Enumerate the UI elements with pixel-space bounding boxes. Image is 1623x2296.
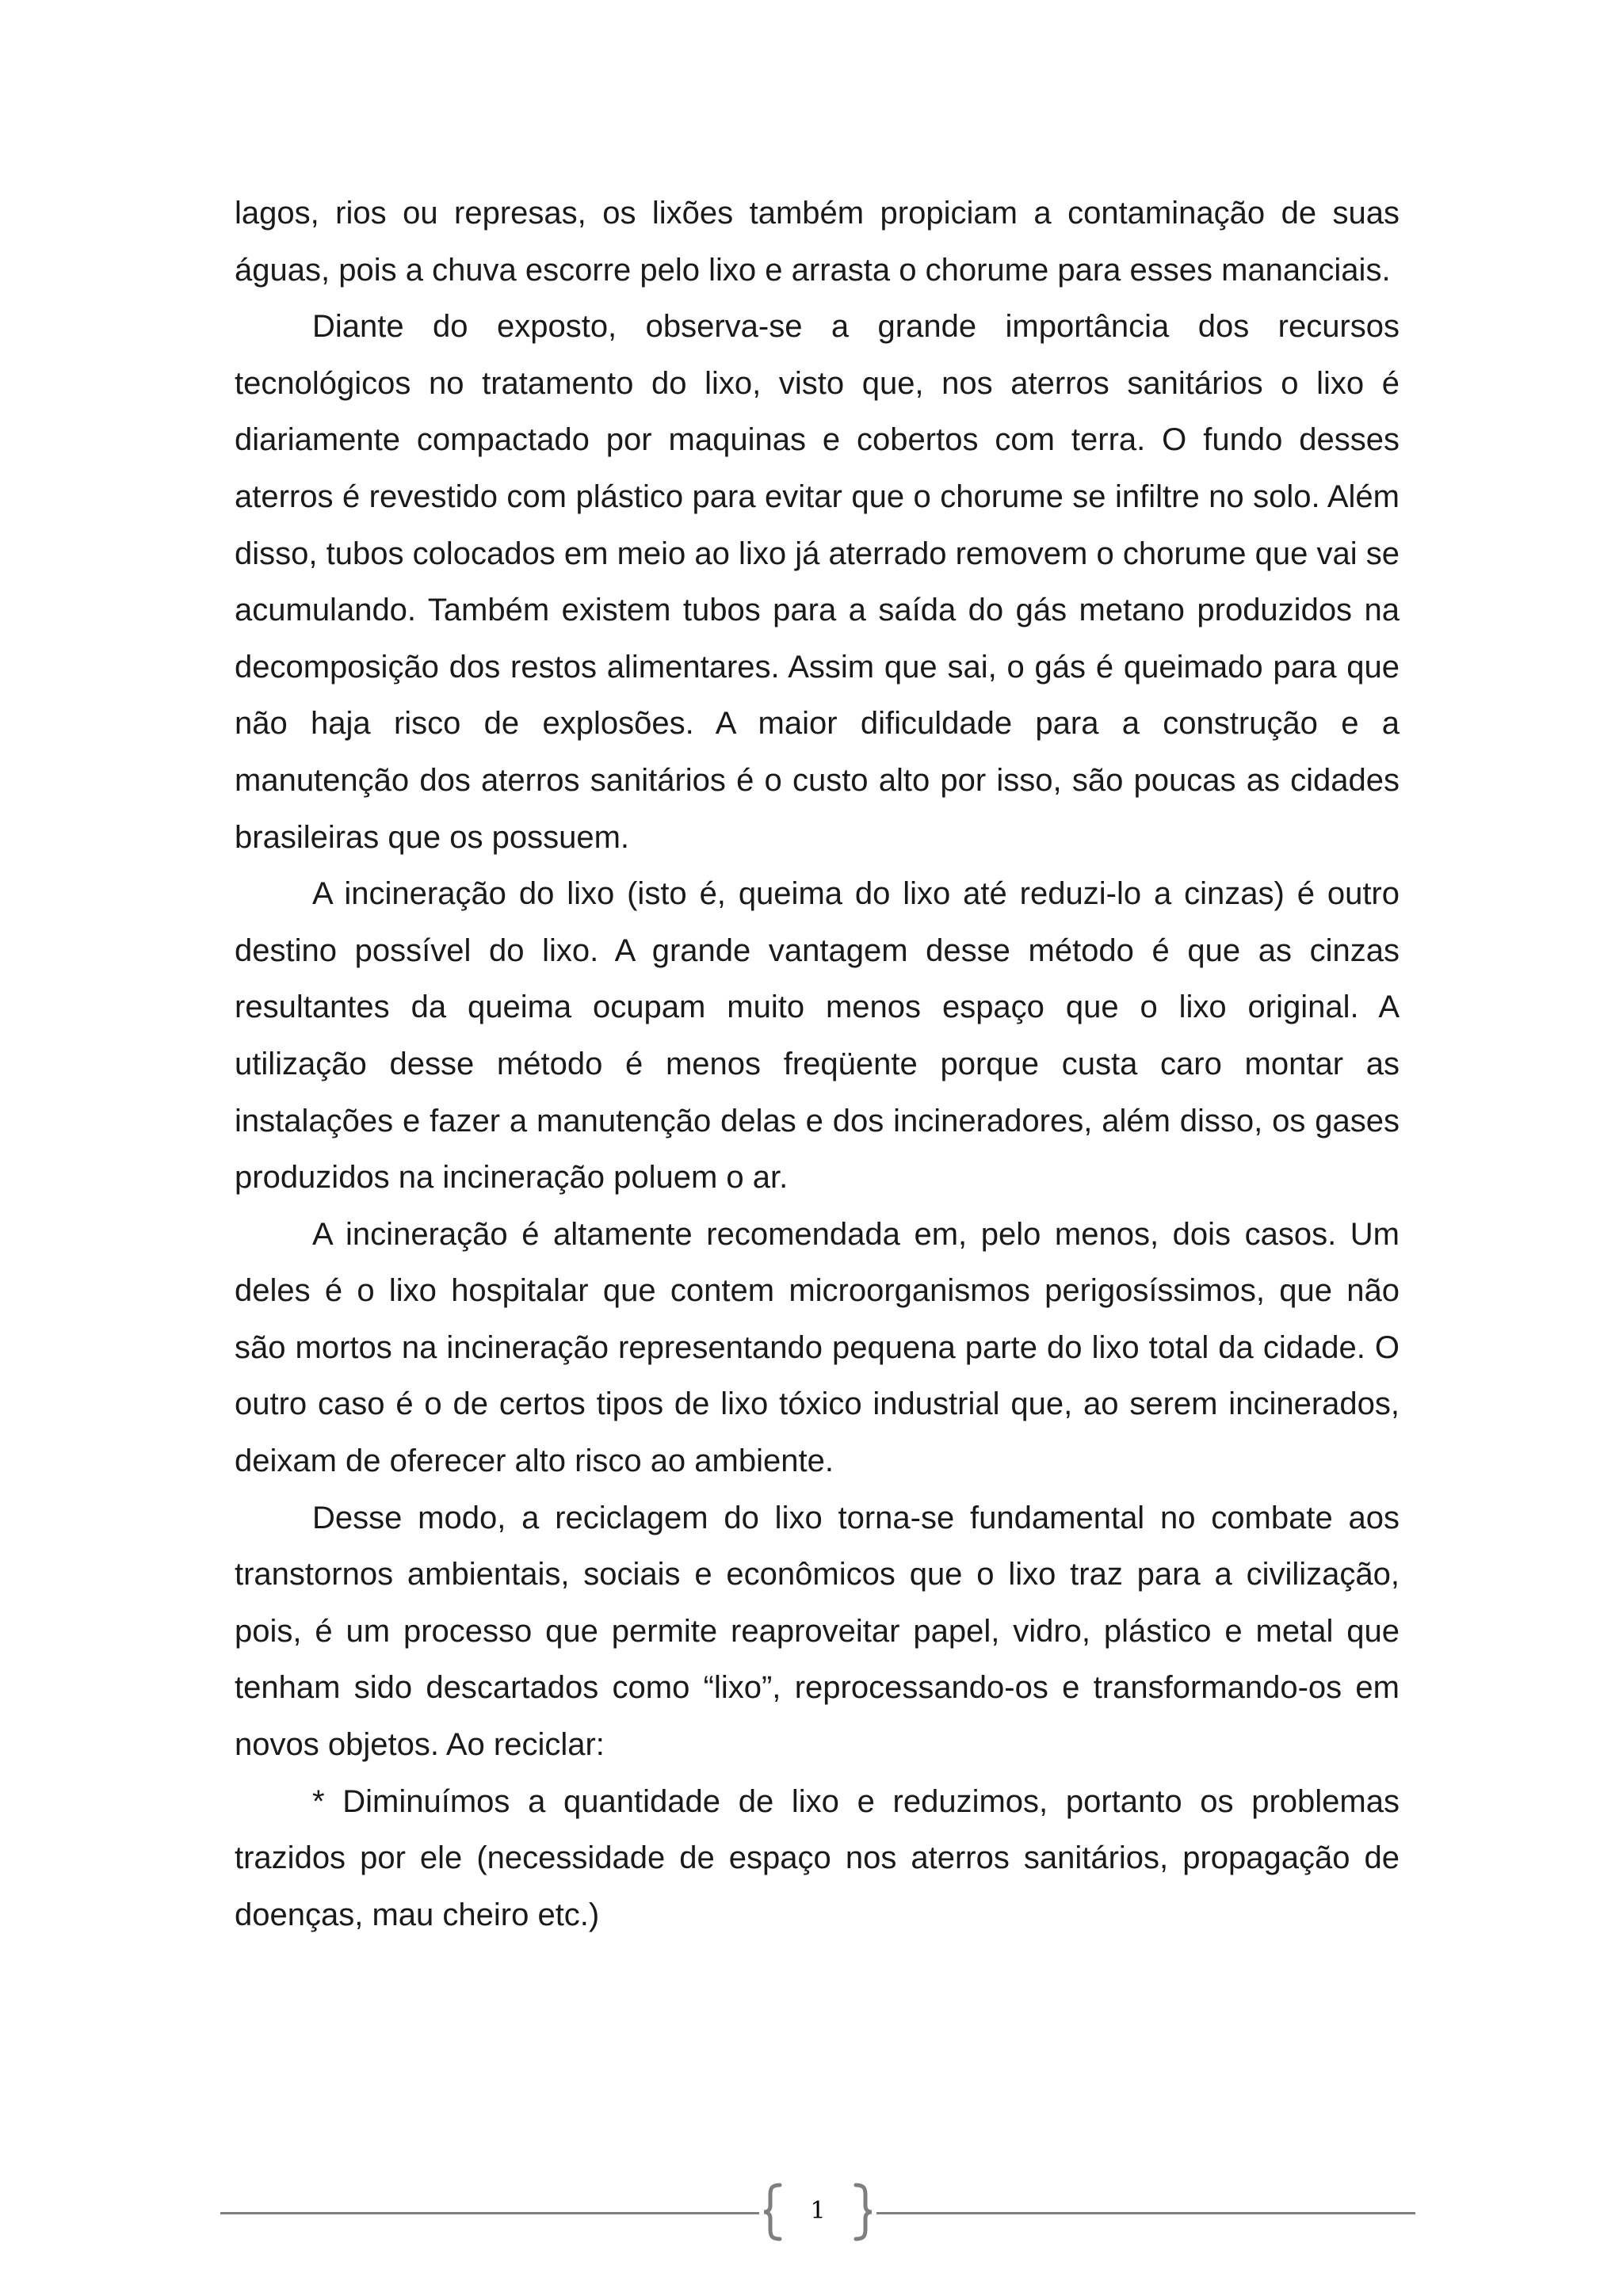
paragraph-bullet: * Diminuímos a quantidade de lixo e reduzimos, portanto os problemas trazidos por ele (necessidade de espaço nos aterros sanitários, propagação de doenças, mau cheiro etc.) [235, 1783, 1400, 1932]
paragraph-incineration-cases: A incineração é altamente recomendada em, pelo menos, dois casos. Um deles é o lixo hospitalar que contem microorganismos perigosíssimos, que não são mortos na incineração representando pequena parte do lixo total da cidade. O outro caso é o de certos tipos de lixo tóxico industrial que, ao serem incinerados, deixam de oferecer alto risco ao ambiente. [235, 1216, 1400, 1479]
paragraph-recycling: Desse modo, a reciclagem do lixo torna-se fundamental no combate aos transtornos ambientais, sociais e econômicos que o lixo traz para a civilização, pois, é um processo que permite reaproveitar papel, vidro, plástico e metal que tenham sido descartados como “lixo”, reprocessando-os e transformando-os em novos objetos. Ao reciclar: [235, 1500, 1400, 1763]
footer-rule-left [220, 2212, 759, 2214]
paragraph-continued: lagos, rios ou represas, os lixões também propiciam a contaminação de suas águas, pois a chuva escorre pelo lixo e arrasta o chorume para esses mananciais. [235, 196, 1400, 288]
page-number: 1 [810, 2197, 826, 2225]
paragraph-technology: Diante do exposto, observa-se a grande importância dos recursos tecnológicos no tratamento do lixo, visto que, nos aterros sanitários o lixo é diariamente compactado por maquinas e cobertos com terra. O fundo desses aterros é revestido com plástico para evitar que o chorume se infiltre no solo. Além disso, tubos colocados em meio ao lixo já aterrado removem o chorume que vai se acumulando. Também existem tubos para a saída do gás metano produzidos na decomposição dos restos alimentares. Assim que sai, o gás é queimado para que não haja risco de explosões. A maior dificuldade para a construção e a manutenção dos aterros sanitários é o custo alto por isso, são poucas as cidades brasileiras que os possuem. [235, 309, 1400, 855]
page-footer [220, 2180, 1415, 2244]
body-text [235, 185, 1400, 1943]
footer-rule-right [876, 2212, 1415, 2214]
paragraph-incineration: A incineração do lixo (isto é, queima do lixo até reduzi-lo a cinzas) é outro destino possível do lixo. A grande vantagem desse método é que as cinzas resultantes da queima ocupam muito menos espaço que o lixo original. A utilização desse método é menos freqüente porque custa caro montar as instalações e fazer a manutenção delas e dos incineradores, além disso, os gases produzidos na incineração poluem o ar. [235, 876, 1400, 1196]
